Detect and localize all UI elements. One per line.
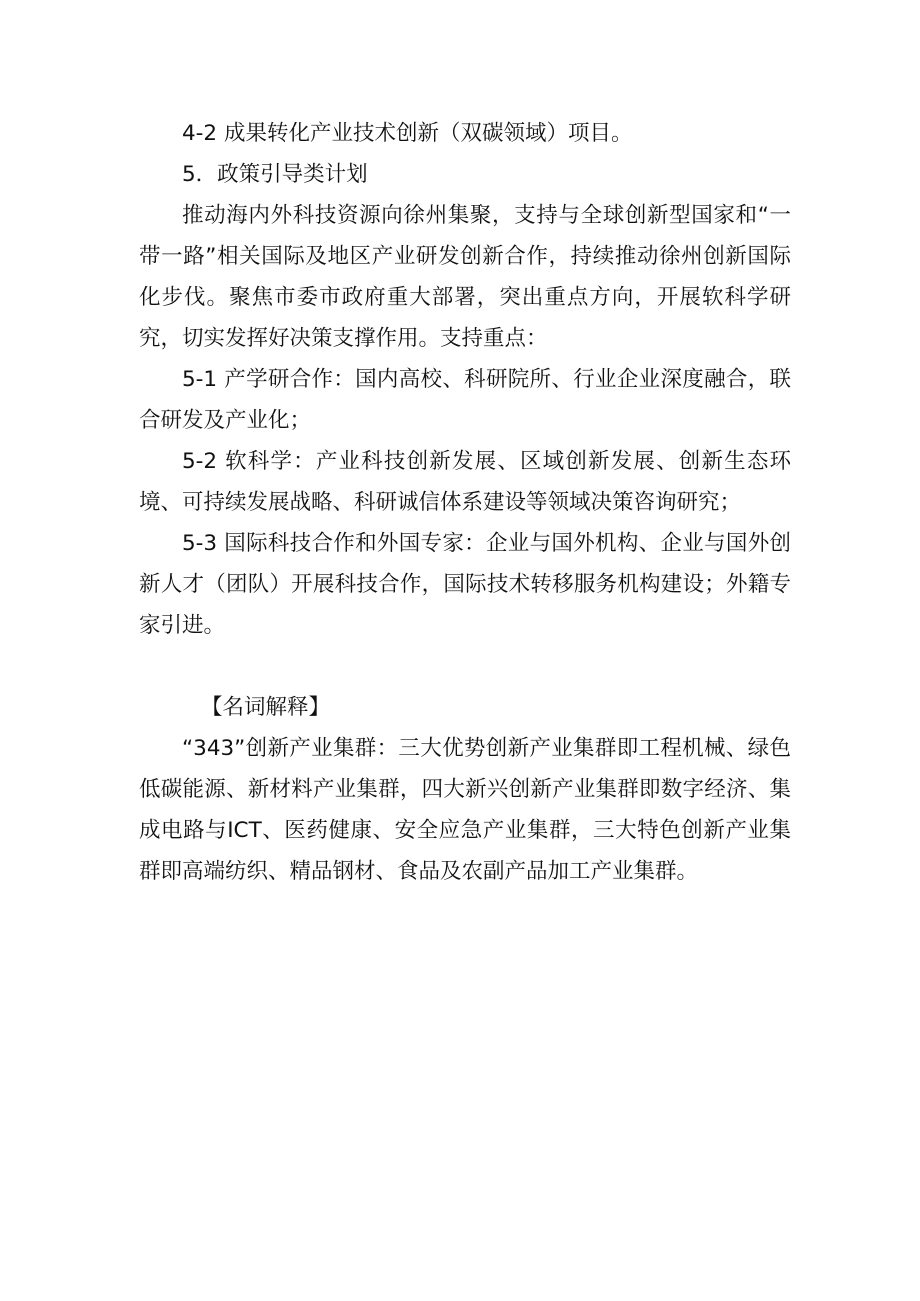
document-body xyxy=(139,113,791,892)
paragraph-5-3: 5-3 国际科技合作和外国专家：企业与国外机构、企业与国外创新人才（团队）开展科技合作，国际技术转移服务机构建设；外籍专家引进。 xyxy=(139,531,791,638)
section-heading-5: 5．政策引导类计划 xyxy=(182,162,368,187)
paragraph-policy-intro: 推动海内外科技资源向徐州集聚，支持与全球创新型国家和“一带一路”相关国际及地区产业研发创新合作，持续推动徐州创新国际化步伐。聚焦市委市政府重大部署，突出重点方向，开展软科学研究，切实发挥好决策支撑作用。支持重点： xyxy=(139,203,791,351)
section-spacer xyxy=(139,646,791,687)
glossary-paragraph: “343”创新产业集群：三大优势创新产业集群即工程机械、绿色低碳能源、新材料产业集群，四大新兴创新产业集群即数字经济、集成电路与ICT、医药健康、安全应急产业集群，三大特色创新产业集群即高端纺织、精品钢材、食品及农副产品加工产业集群。 xyxy=(139,736,791,884)
paragraph-5-2: 5-2 软科学：产业科技创新发展、区域创新发展、创新生态环境、可持续发展战略、科研诚信体系建设等领域决策咨询研究； xyxy=(139,449,791,515)
paragraph-5-1: 5-1 产学研合作：国内高校、科研院所、行业企业深度融合，联合研发及产业化； xyxy=(139,367,791,433)
paragraph-4-2: 4-2 成果转化产业技术创新（双碳领域）项目。 xyxy=(182,121,633,146)
glossary-heading: 【名词解释】 xyxy=(201,695,331,720)
